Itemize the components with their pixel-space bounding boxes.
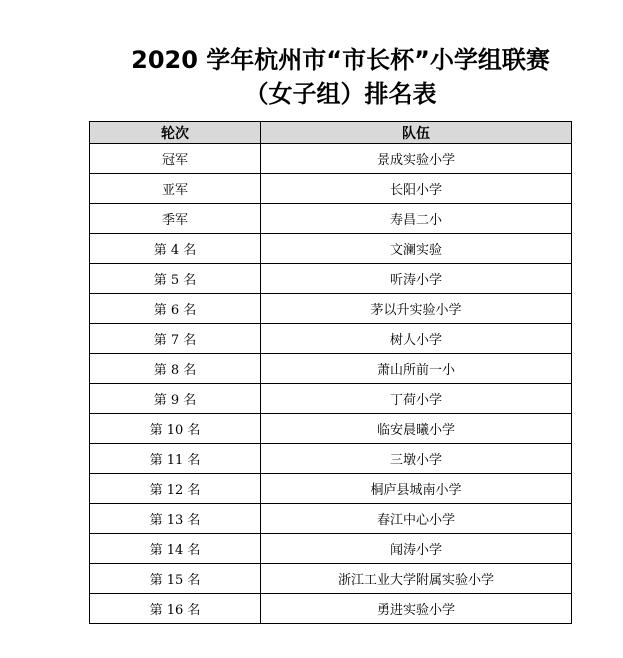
- rank-cell: 季军: [90, 204, 261, 234]
- rank-cell: 第 6 名: [90, 294, 261, 324]
- team-cell: 临安晨曦小学: [261, 414, 572, 444]
- team-cell: 茅以升实验小学: [261, 294, 572, 324]
- rank-cell: 第 9 名: [90, 384, 261, 414]
- rank-cell: 第 10 名: [90, 414, 261, 444]
- team-cell: 长阳小学: [261, 174, 572, 204]
- rank-cell: 第 8 名: [90, 354, 261, 384]
- table-row: [90, 474, 572, 504]
- rank-cell: 第 4 名: [90, 234, 261, 264]
- table-row: [90, 384, 572, 414]
- rank-cell: 冠军: [90, 144, 261, 174]
- table-row: [90, 234, 572, 264]
- rank-cell: 第 5 名: [90, 264, 261, 294]
- page-title-line-1: 2020 学年杭州市“市长杯”小学组联赛: [131, 46, 550, 74]
- header-rank: 轮次: [90, 122, 261, 144]
- table-row: [90, 204, 572, 234]
- rank-cell: 第 14 名: [90, 534, 261, 564]
- team-cell: 景成实验小学: [261, 144, 572, 174]
- rank-cell: 第 7 名: [90, 324, 261, 354]
- team-cell: 春江中心小学: [261, 504, 572, 534]
- rank-cell: 第 11 名: [90, 444, 261, 474]
- rank-cell: 第 13 名: [90, 504, 261, 534]
- table-row: [90, 354, 572, 384]
- table-row: [90, 444, 572, 474]
- table-row: [90, 414, 572, 444]
- team-cell: 闻涛小学: [261, 534, 572, 564]
- table-row: [90, 504, 572, 534]
- rank-cell: 第 15 名: [90, 564, 261, 594]
- rank-cell: 第 16 名: [90, 594, 261, 624]
- table-header-row: [90, 122, 572, 144]
- team-cell: 桐庐县城南小学: [261, 474, 572, 504]
- rank-cell: 亚军: [90, 174, 261, 204]
- team-cell: 听涛小学: [261, 264, 572, 294]
- team-cell: 三墩小学: [261, 444, 572, 474]
- table-row: [90, 294, 572, 324]
- team-cell: 勇进实验小学: [261, 594, 572, 624]
- page-title-line-2: （女子组）排名表: [244, 80, 437, 108]
- team-cell: 萧山所前一小: [261, 354, 572, 384]
- team-cell: 寿昌二小: [261, 204, 572, 234]
- team-cell: 丁荷小学: [261, 384, 572, 414]
- table-row: [90, 324, 572, 354]
- table-row: [90, 594, 572, 624]
- team-cell: 树人小学: [261, 324, 572, 354]
- table-row: [90, 264, 572, 294]
- table-row: [90, 564, 572, 594]
- rank-cell: 第 12 名: [90, 474, 261, 504]
- table-row: [90, 174, 572, 204]
- table-row: [90, 144, 572, 174]
- table-row: [90, 534, 572, 564]
- header-team: 队伍: [261, 122, 572, 144]
- ranking-table: [89, 121, 572, 624]
- team-cell: 浙江工业大学附属实验小学: [261, 564, 572, 594]
- team-cell: 文澜实验: [261, 234, 572, 264]
